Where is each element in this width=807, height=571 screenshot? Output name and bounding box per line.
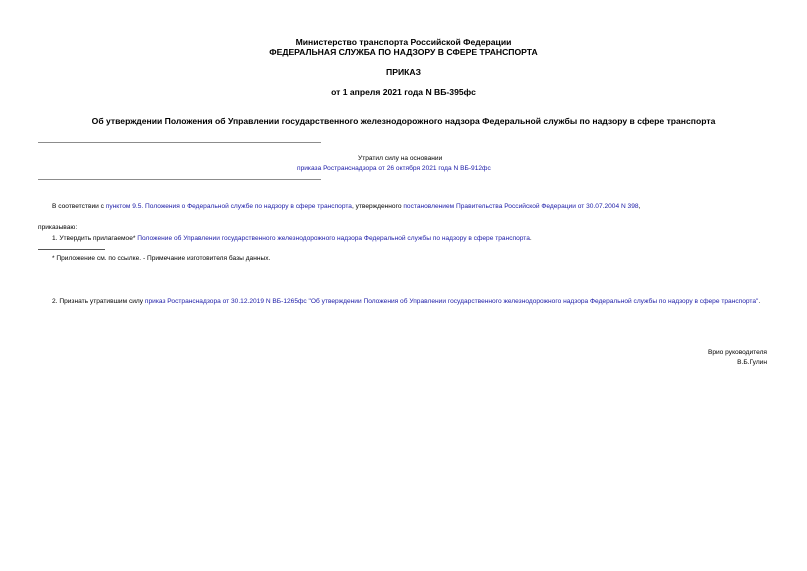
item-2 [38,297,770,306]
signature-name: В.Б.Гулин [737,359,767,366]
document-title: Об утверждении Положения об Управлении государственного железнодорожного надзора Федеральной службы по надзору в сфере транспорта [91,116,716,126]
item-1 [52,234,532,243]
revocation-link[interactable]: приказа Ространснадзора от 26 октября 2021 года N ВБ-912фс [297,165,491,172]
preamble-end: , [638,203,641,210]
item-1-text: 1. Утвердить прилагаемое* [52,235,138,242]
item-2-end: . [758,298,761,305]
preamble-link-regulation[interactable]: пунктом 9.5. Положения о Федеральной службе по надзору в сфере транспорта [105,203,352,210]
preamble-link-resolution[interactable]: постановлением Правительства Российской Федерации от 30.07.2004 N 398 [403,203,639,210]
footnote: * Приложение см. по ссылке. - Примечание изготовителя базы данных. [52,255,271,262]
document-type: ПРИКАЗ [386,67,421,77]
preamble-intro: В соответствии с [52,203,106,210]
revocation-bottom-rule [38,179,321,180]
revocation-note: Утратил силу на основании [358,155,443,162]
ministry-name: Министерство транспорта Российской Федерации [295,37,512,47]
preamble-paragraph [52,202,640,211]
footnote-rule [38,249,105,250]
item-1-end: . [529,235,532,242]
document-date-number: от 1 апреля 2021 года N ВБ-395фс [331,87,476,97]
item-1-link[interactable]: Положение об Управлении государственного железнодорожного надзора Федеральной службы по надзору в сфере транспорта [137,235,530,242]
order-word: приказываю: [38,224,78,231]
preamble-mid: , утвержденного [351,203,404,210]
signature-position: Врио руководителя [707,349,767,356]
item-2-link[interactable]: приказ Ространснадзора от 30.12.2019 N ВБ-1265фс "Об утверждении Положения об Управлении государственного железнодорожного надзора Федеральной службы по надзору в сфере транспорта" [144,298,759,305]
service-name: ФЕДЕРАЛЬНАЯ СЛУЖБА ПО НАДЗОРУ В СФЕРЕ ТРАНСПОРТА [269,47,538,57]
revocation-top-rule [38,142,321,143]
item-2-text: 2. Признать утратившим силу [52,298,145,305]
